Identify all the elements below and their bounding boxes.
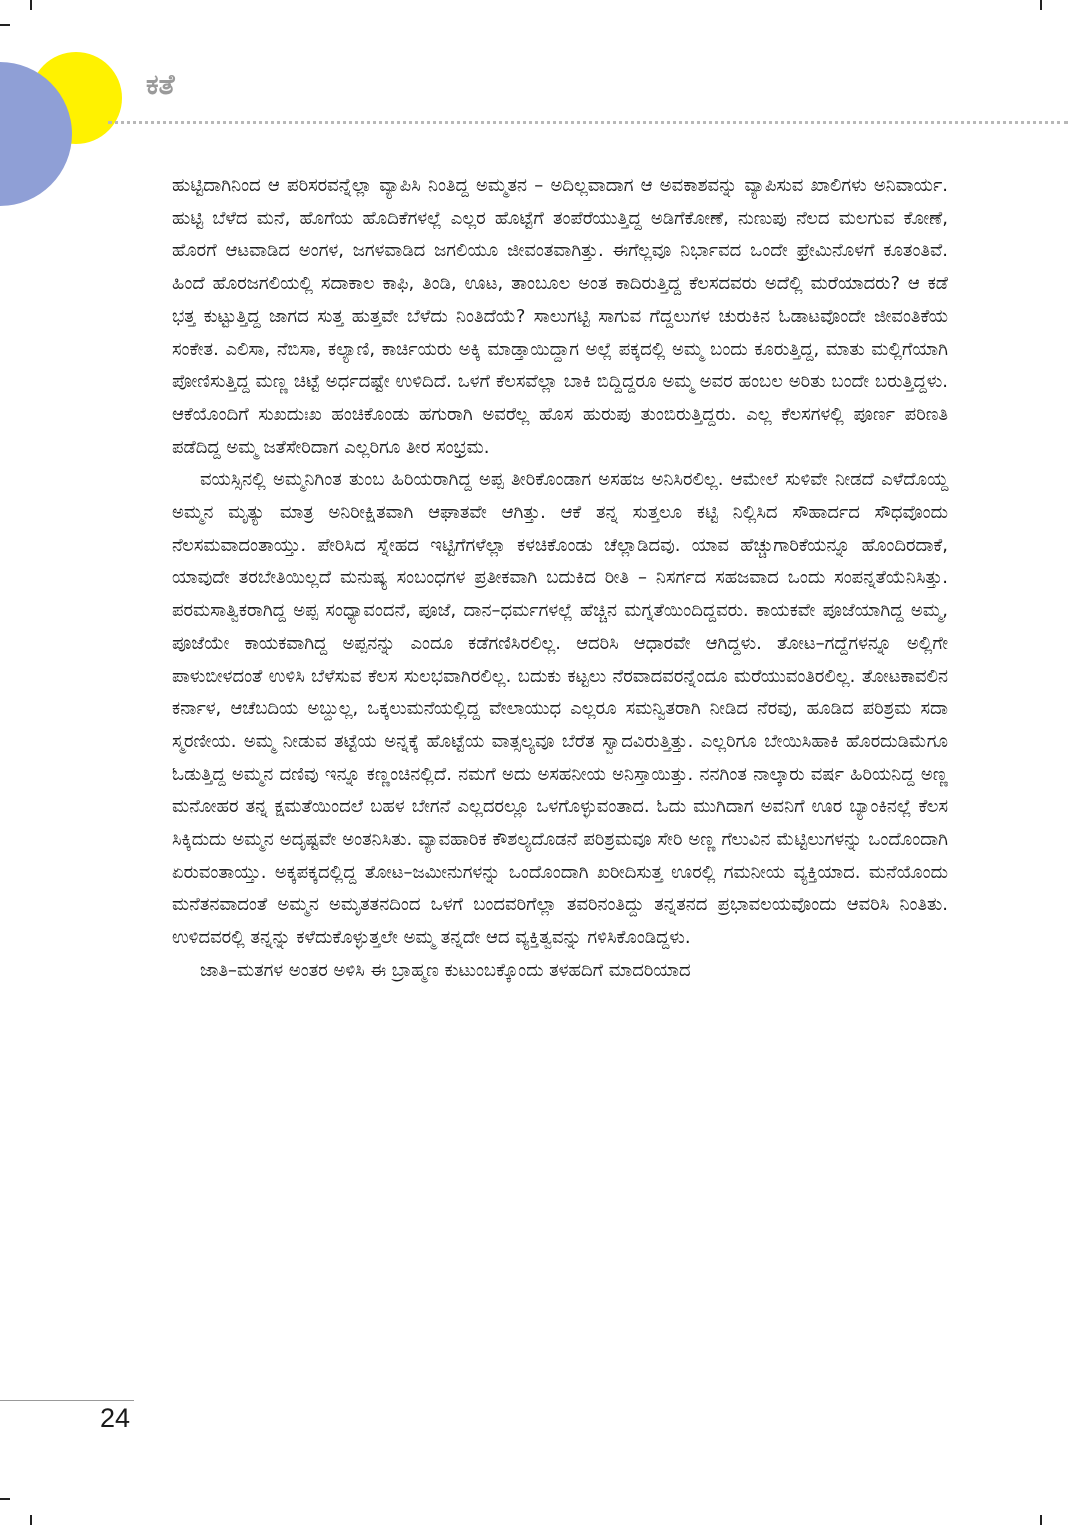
crop-mark-bottom-left-v	[30, 1515, 32, 1525]
crop-mark-top-right-v	[1040, 0, 1042, 10]
footer-rule	[0, 1400, 134, 1401]
paragraph-2: ವಯಸ್ಸಿನಲ್ಲಿ ಅಮ್ಮನಿಗಿಂತ ತುಂಬ ಹಿರಿಯರಾಗಿದ್ದ ಅಪ್ಪ ತೀರಿಕೊಂಡಾಗ ಅಸಹಜ ಅನಿಸಿರಲಿಲ್ಲ. ಆಮೇಲೆ ಸುಳಿವೇ ನೀಡದೆ ಎಳೆದೊಯ್ದ ಅಮ್ಮನ ಮೃತ್ಯು ಮಾತ್ರ ಅನಿರೀಕ್ಷಿತವಾಗಿ ಆಘಾತವೇ ಆಗಿತ್ತು. ಆಕೆ ತನ್ನ ಸುತ್ತಲೂ ಕಟ್ಟಿ ನಿಲ್ಲಿಸಿದ ಸೌಹಾರ್ದದ ಸೌಧವೊಂದು ನೆಲಸಮವಾದಂತಾಯ್ತು. ಪೇರಿಸಿದ ಸ್ನೇಹದ ಇಟ್ಟಿಗೆಗಳೆಲ್ಲಾ ಕಳಚಿಕೊಂಡು ಚೆಲ್ಲಾಡಿದವು. ಯಾವ ಹೆಚ್ಚುಗಾರಿಕೆಯನ್ನೂ ಹೊಂದಿರದಾಕೆ, ಯಾವುದೇ ತರಬೇತಿಯಿಲ್ಲದೆ ಮನುಷ್ಯ ಸಂಬಂಧಗಳ ಪ್ರತೀಕವಾಗಿ ಬದುಕಿದ ರೀತಿ – ನಿಸರ್ಗದ ಸಹಜವಾದ ಒಂದು ಸಂಪನ್ನತೆಯೆನಿಸಿತ್ತು. ಪರಮಸಾತ್ವಿಕರಾಗಿದ್ದ ಅಪ್ಪ ಸಂಧ್ಯಾವಂದನೆ, ಪೂಜೆ, ದಾನ–ಧರ್ಮಗಳಲ್ಲೆ ಹೆಚ್ಚಿನ ಮಗ್ನತೆಯಿಂದಿದ್ದವರು. ಕಾಯಕವೇ ಪೂಜೆಯಾಗಿದ್ದ ಅಮ್ಮ, ಪೂಜೆಯೇ ಕಾಯಕವಾಗಿದ್ದ ಅಪ್ಪನನ್ನು ಎಂದೂ ಕಡೆಗಣಿಸಿರಲಿಲ್ಲ. ಆದರಿಸಿ ಆಧಾರವೇ ಆಗಿದ್ದಳು. ತೋಟ–ಗದ್ದೆಗಳನ್ನೂ ಅಲ್ಲಿಗೇ ಪಾಳುಬೀಳದಂತೆ ಉಳಿಸಿ ಬೆಳೆಸುವ ಕೆಲಸ ಸುಲಭವಾಗಿರಲಿಲ್ಲ. ಬದುಕು ಕಟ್ಟಲು ನೆರವಾದವರನ್ನೆಂದೂ ಮರೆಯುವಂತಿರಲಿಲ್ಲ. ತೋಟಕಾವಲಿನ ಕರ್ನಾಳ, ಆಚೆಬದಿಯ ಅಬ್ದುಲ್ಲ, ಒಕ್ಕಲುಮನೆಯಲ್ಲಿದ್ದ ವೇಲಾಯುಧ ಎಲ್ಲರೂ ಸಮನ್ವಿತರಾಗಿ ನೀಡಿದ ನೆರವು, ಹೂಡಿದ ಪರಿಶ್ರಮ ಸದಾ ಸ್ಮರಣೀಯ. ಅಮ್ಮ ನೀಡುವ ತಟ್ಟೆಯ ಅನ್ನಕ್ಕೆ ಹೊಟ್ಟೆಯ ವಾತ್ಸಲ್ಯವೂ ಬೆರೆತ ಸ್ವಾದವಿರುತ್ತಿತ್ತು. ಎಲ್ಲರಿಗೂ ಬೇಯಿಸಿಹಾಕಿ ಹೊರದುಡಿಮೆಗೂ ಓಡುತ್ತಿದ್ದ ಅಮ್ಮನ ದಣಿವು ಇನ್ನೂ ಕಣ್ಣಂಚಿನಲ್ಲಿದೆ. ನಮಗೆ ಅದು ಅಸಹನೀಯ ಅನಿಸ್ತಾಯಿತ್ತು. ನನಗಿಂತ ನಾಲ್ಕಾರು ವರ್ಷ ಹಿರಿಯನಿದ್ದ ಅಣ್ಣ ಮನೋಹರ ತನ್ನ ಕ್ಷಮತೆಯಿಂದಲೆ ಬಹಳ ಬೇಗನೆ ಎಲ್ಲದರಲ್ಲೂ ಒಳಗೊಳ್ಳುವಂತಾದ. ಓದು ಮುಗಿದಾಗ ಅವನಿಗೆ ಊರ ಬ್ಯಾಂಕಿನಲ್ಲೆ ಕೆಲಸ ಸಿಕ್ಕಿದುದು ಅಮ್ಮನ ಅದೃಷ್ಟವೇ ಅಂತನಿಸಿತು. ವ್ಯಾವಹಾರಿಕ ಕೌಶಲ್ಯದೊಡನೆ ಪರಿಶ್ರಮವೂ ಸೇರಿ ಅಣ್ಣ ಗೆಲುವಿನ ಮೆಟ್ಟಿಲುಗಳನ್ನು ಒಂದೊಂದಾಗಿ ಏರುವಂತಾಯ್ತು. ಅಕ್ಕಪಕ್ಕದಲ್ಲಿದ್ದ ತೋಟ–ಜಮೀನುಗಳನ್ನು ಒಂದೊಂದಾಗಿ ಖರೀದಿಸುತ್ತ ಊರಲ್ಲಿ ಗಮನೀಯ ವ್ಯಕ್ತಿಯಾದ. ಮನೆಯೊಂದು ಮನೆತನವಾದಂತೆ ಅಮ್ಮನ ಅಮೃತತನದಿಂದ ಒಳಗೆ ಬಂದವರಿಗೆಲ್ಲಾ ತವರಿನಂತಿದ್ದು ತನ್ನತನದ ಪ್ರಭಾವಲಯವೊಂದು ಆವರಿಸಿ ನಿಂತಿತು. ಉಳಿದವರಲ್ಲಿ ತನ್ನನ್ನು ಕಳೆದುಕೊಳ್ಳುತ್ತಲೇ ಅಮ್ಮ ತನ್ನದೇ ಆದ ವ್ಯಕ್ತಿತ್ವವನ್ನು ಗಳಿಸಿಕೊಂಡಿದ್ದಳು.	[172, 469, 948, 949]
section-title: ಕತೆ	[146, 68, 175, 101]
paragraph-1: ಹುಟ್ಟಿದಾಗಿನಿಂದ ಆ ಪರಿಸರವನ್ನೆಲ್ಲಾ ವ್ಯಾಪಿಸಿ ನಿಂತಿದ್ದ ಅಮ್ಮತನ – ಅದಿಲ್ಲವಾದಾಗ ಆ ಅವಕಾಶವನ್ನು ವ್ಯಾಪಿಸುವ ಖಾಲಿಗಳು ಅನಿವಾರ್ಯ. ಹುಟ್ಟಿ ಬೆಳೆದ ಮನೆ, ಹೊಗೆಯ ಹೊದಿಕೆಗಳಲ್ಲೆ ಎಲ್ಲರ ಹೊಟ್ಟೆಗೆ ತಂಪೆರೆಯುತ್ತಿದ್ದ ಅಡಿಗೆಕೋಣೆ, ನುಣುಪು ನೆಲದ ಮಲಗುವ ಕೋಣೆ, ಹೊರಗೆ ಆಟವಾಡಿದ ಅಂಗಳ, ಜಗಳವಾಡಿದ ಜಗಲಿಯೂ ಜೀವಂತವಾಗಿತ್ತು. ಈಗೆಲ್ಲವೂ ನಿರ್ಭಾವದ ಒಂದೇ ಫ್ರೇಮಿನೊಳಗೆ ಕೂತಂತಿವೆ. ಹಿಂದೆ ಹೊರಜಗಲಿಯಲ್ಲಿ ಸದಾಕಾಲ ಕಾಫಿ, ತಿಂಡಿ, ಊಟ, ತಾಂಬೂಲ ಅಂತ ಕಾದಿರುತ್ತಿದ್ದ ಕೆಲಸದವರು ಅದೆಲ್ಲಿ ಮರೆಯಾದರು? ಆ ಕಡೆ ಭತ್ತ ಕುಟ್ಟುತ್ತಿದ್ದ ಜಾಗದ ಸುತ್ತ ಹುತ್ತವೇ ಬೆಳೆದು ನಿಂತಿದೆಯೆ? ಸಾಲುಗಟ್ಟಿ ಸಾಗುವ ಗೆದ್ದಲುಗಳ ಚುರುಕಿನ ಓಡಾಟವೊಂದೇ ಜೀವಂತಿಕೆಯ ಸಂಕೇತ. ಎಲಿಸಾ, ನೆಬಿಸಾ, ಕಲ್ಯಾಣಿ, ಕಾರ್ಚಿಯರು ಅಕ್ಕಿ ಮಾಡ್ತಾಯಿದ್ದಾಗ ಅಲ್ಲೆ ಪಕ್ಕದಲ್ಲಿ ಅಮ್ಮ ಬಂದು ಕೂರುತ್ತಿದ್ದ, ಮಾತು ಮಲ್ಲಿಗೆಯಾಗಿ ಪೋಣಿಸುತ್ತಿದ್ದ ಮಣ್ಣ ಚಿಟ್ಟೆ ಅರ್ಧದಷ್ಟೇ ಉಳಿದಿದೆ. ಒಳಗೆ ಕೆಲಸವೆಲ್ಲಾ ಬಾಕಿ ಬಿದ್ದಿದ್ದರೂ ಅಮ್ಮ ಅವರ ಹಂಬಲ ಅರಿತು ಬಂದೇ ಬರುತ್ತಿದ್ದಳು. ಆಕೆಯೊಂದಿಗೆ ಸುಖದುಃಖ ಹಂಚಿಕೊಂಡು ಹಗುರಾಗಿ ಅವರೆಲ್ಲ ಹೊಸ ಹುರುಪು ತುಂಬಿರುತ್ತಿದ್ದರು. ಎಲ್ಲ ಕೆಲಸಗಳಲ್ಲಿ ಪೂರ್ಣ ಪರಿಣತಿ ಪಡೆದಿದ್ದ ಅಮ್ಮ ಜತೆಸೇರಿದಾಗ ಎಲ್ಲರಿಗೂ ತೀರ ಸಂಭ್ರಮ.	[172, 175, 948, 458]
crop-mark-top-left-h	[0, 24, 10, 26]
header-dotted-rule	[108, 121, 1068, 124]
crop-mark-top-left-v	[30, 0, 32, 10]
crop-mark-bottom-right-v	[1040, 1515, 1042, 1525]
paragraph-3: ಜಾತಿ–ಮತಗಳ ಅಂತರ ಅಳಿಸಿ ಈ ಬ್ರಾಹ್ಮಣ ಕುಟುಂಬಕ್ಕೊಂದು ತಳಹದಿಗೆ ಮಾದರಿಯಾದ	[200, 959, 691, 981]
story-body	[172, 170, 948, 988]
page-number: 24	[100, 1403, 131, 1433]
crop-mark-bottom-left-h	[0, 1498, 10, 1500]
